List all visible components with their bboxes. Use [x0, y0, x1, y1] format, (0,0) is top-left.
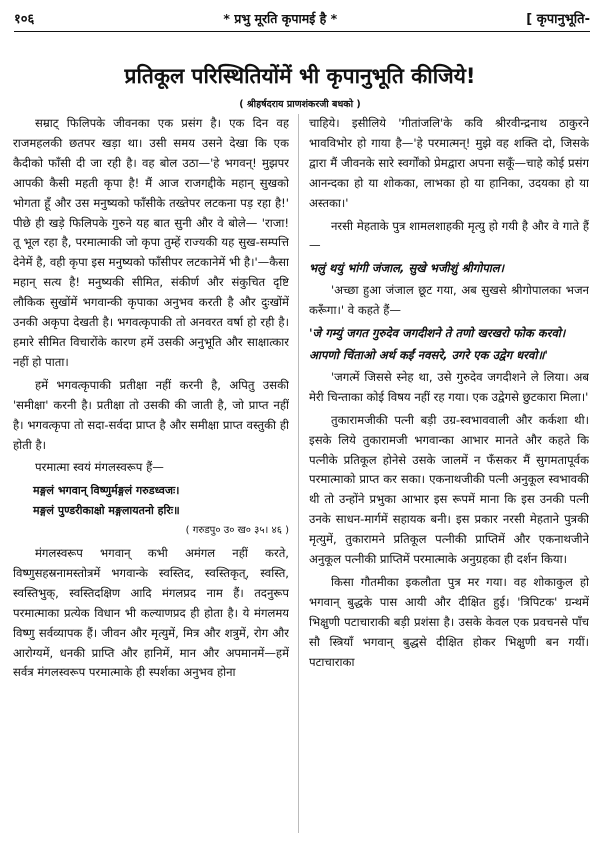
article-title: प्रतिकूल परिस्थितियोंमें भी कृपानुभूति कीजिये!: [124, 64, 476, 88]
paragraph: 'अच्छा हुआ जंजाल छूट गया, अब सुखसे श्रीगोपालका भजन करूँगा।' वे कहते हैं—: [309, 283, 589, 318]
mantra-line: मङ्गलं भगवान् विष्णुर्मङ्गलं गरुडध्वजः।: [33, 484, 180, 498]
verse-line: भलुं थयुं भांगी जंजाल, सुखे भजीशुं श्रीगोपाल।: [309, 261, 505, 276]
mantra-reference: ( गरुडपु० उ० ख० ३५। ४६ ): [185, 525, 289, 537]
section-title: [ कृपानुभूति-: [526, 12, 590, 27]
paragraph: मंगलस्वरूप भगवान् कभी अमंगल नहीं करते, विष्णुसहस्रनामस्तोत्रमें भगवान्के स्वस्तिद, स्वस्तिकृत्, स्वस्ति, स्वस्तिभुक्, स्वस्तिदक्षिण आदि मंगलप्रद नाम हैं। तदनुरूप परमात्माका प्रत्येक विधान भी कल्याणप्रद ही होता है। ये मंगलमय विष्णु सर्वव्यापक हैं। जीवन और मृत्युमें, मित्र और शत्रुमें, रोग और आरोग्यमें, धनकी प्राप्ति और हानिमें, मान और अपमानमें—हमें सर्वत्र मंगलस्वरूप परमात्माके ही स्पर्शका अनुभव होना: [13, 546, 289, 680]
verse-line: 'जे गम्युं जगत गुरुदेव जगदीशने ते तणो खरखरो फोक करवो।: [309, 326, 566, 341]
paragraph: नरसी मेहताके पुत्र शामलशाहकी मृत्यु हो गयी है और वे गाते हैं—: [309, 218, 589, 253]
page-number: १०६: [14, 12, 35, 27]
paragraph: किसा गौतमीका इकलौता पुत्र मर गया। वह शोकाकुल हो भगवान् बुद्धके पास आयी और दीक्षित हुई। 'त्रिपिटक' ग्रन्थमें भिक्षुणी पटाचाराकी बड़ी प्रशंसा है। उसके केवल एक प्रवचनसे पाँच सौ स्त्रियाँ भगवान् बुद्धसे दीक्षित होकर भिक्षुणी बन गयीं। पटाचाराका: [309, 574, 589, 669]
paragraph: चाहिये। इसीलिये 'गीतांजलि'के कवि श्रीरवीन्द्रनाथ ठाकुरने भावविभोर हो गाया है—'हे परमात्मन्! मुझे वह शक्ति दो, जिसके द्वारा मैं जीवनके सारे स्वर्गोंको प्रेमद्वारा अपना सकूँ—चाहे कोई प्रसंग आनन्दका हो या शोकका, लाभका हो या हानिका, उदयका हो या अस्तका।': [309, 116, 589, 210]
page-header: [14, 8, 590, 28]
left-column: [13, 114, 289, 835]
paragraph: परमात्मा स्वयं मंगलस्वरूप हैं—: [35, 460, 164, 475]
verse-line: आपणो चिंताओ अर्थ कईं नवसरे, उगरे एक उद्वेग धरवो॥': [309, 347, 548, 362]
running-title: * प्रभु मूरति कृपामई है *: [223, 10, 338, 26]
header-rule: [14, 31, 590, 32]
paragraph: तुकारामजीकी पत्नी बड़ी उग्र-स्वभाववाली और कर्कशा थी। इसके लिये तुकारामजी भगवान्का आभार मानते और कहते कि पत्नीके प्रतिकूल होनेसे उसके जालमें न फँसकर मैं सुगमतापूर्वक परमात्माको प्राप्त कर सका। एकनाथजीकी पत्नी अनुकूल स्वभावकी थी तो उन्होंने प्रभुका आभार इस रूपमें माना कि इस उनकी पत्नी उनके साधन-मार्गमें सहायक बनी। इस प्रकार नरसी मेहताने पुत्रकी मृत्युमें, तुकारामने प्रतिकूल पत्नीकी प्राप्तिमें और एकनाथजीने अनुकूल पत्नीकी प्राप्तिमें परमात्माके अनुग्रहका ही दर्शन किया।: [309, 412, 589, 567]
paragraph: 'जगत्में जिससे स्नेह था, उसे गुरुदेव जगदीशने ले लिया। अब मेरी चिन्ताका कोई विषय नहीं रह गया। एक उद्वेगसे छुटकारा मिला।': [309, 369, 589, 404]
paragraph: सम्राट् फिलिपके जीवनका एक प्रसंग है। एक दिन वह राजमहलकी छतपर खड़ा था। उसी समय उसने देखा कि एक कैदीको फाँसी दी जा रही है। वह बोल उठा—'हे भगवन्! मुझपर आपकी कैसी महती कृपा है! मैं आज राजगद्दीके महान् सुखको भोगता हूँ और उस मनुष्यको फाँसीके तख्तेपर लटकना पड़ रहा है!' पीछे ही खड़े फिलिपके गुरुने यह बात सुनी और वे बोले— 'राजा! तू भूल रहा है, परमात्माकी जो कृपा तुम्हें राज्यकी यह सुख-सम्पत्ति देनेमें है, वही कृपा इस मनुष्यको फाँसीपर लटकानेमें भी है।'—कैसा महान् सत्य है! मनुष्यकी सीमित, संकीर्ण और संकुचित दृष्टि लौकिक सुखोंमें भगवान्की कृपाका अनुभव करती है और दुःखोंमें उनकी अकृपा देखती है। भगवत्कृपाकी तो अनवरत वर्षा हो रही है। हमारे सीमित विचारोंके कारण हमें उसकी अनुभूति और साक्षात्कार नहीं हो पाता।: [13, 116, 289, 369]
right-column: [309, 114, 589, 835]
article-author: ( श्रीहर्षदराय प्राणशंकरजी बधको ): [239, 99, 361, 110]
paragraph: हमें भगवत्कृपाकी प्रतीक्षा नहीं करनी है, अपितु उसकी 'समीक्षा' करनी है। प्रतीक्षा तो उसकी की जाती है, जो प्राप्त नहीं है। भगवत्कृपा तो सदा-सर्वदा प्राप्त है और समीक्षा प्राप्त वस्तुकी ही होती है।: [13, 377, 289, 452]
mantra-line: मङ्गलं पुण्डरीकाक्षो मङ्गलायतनो हरिः॥: [33, 504, 180, 518]
column-divider: [298, 114, 299, 833]
